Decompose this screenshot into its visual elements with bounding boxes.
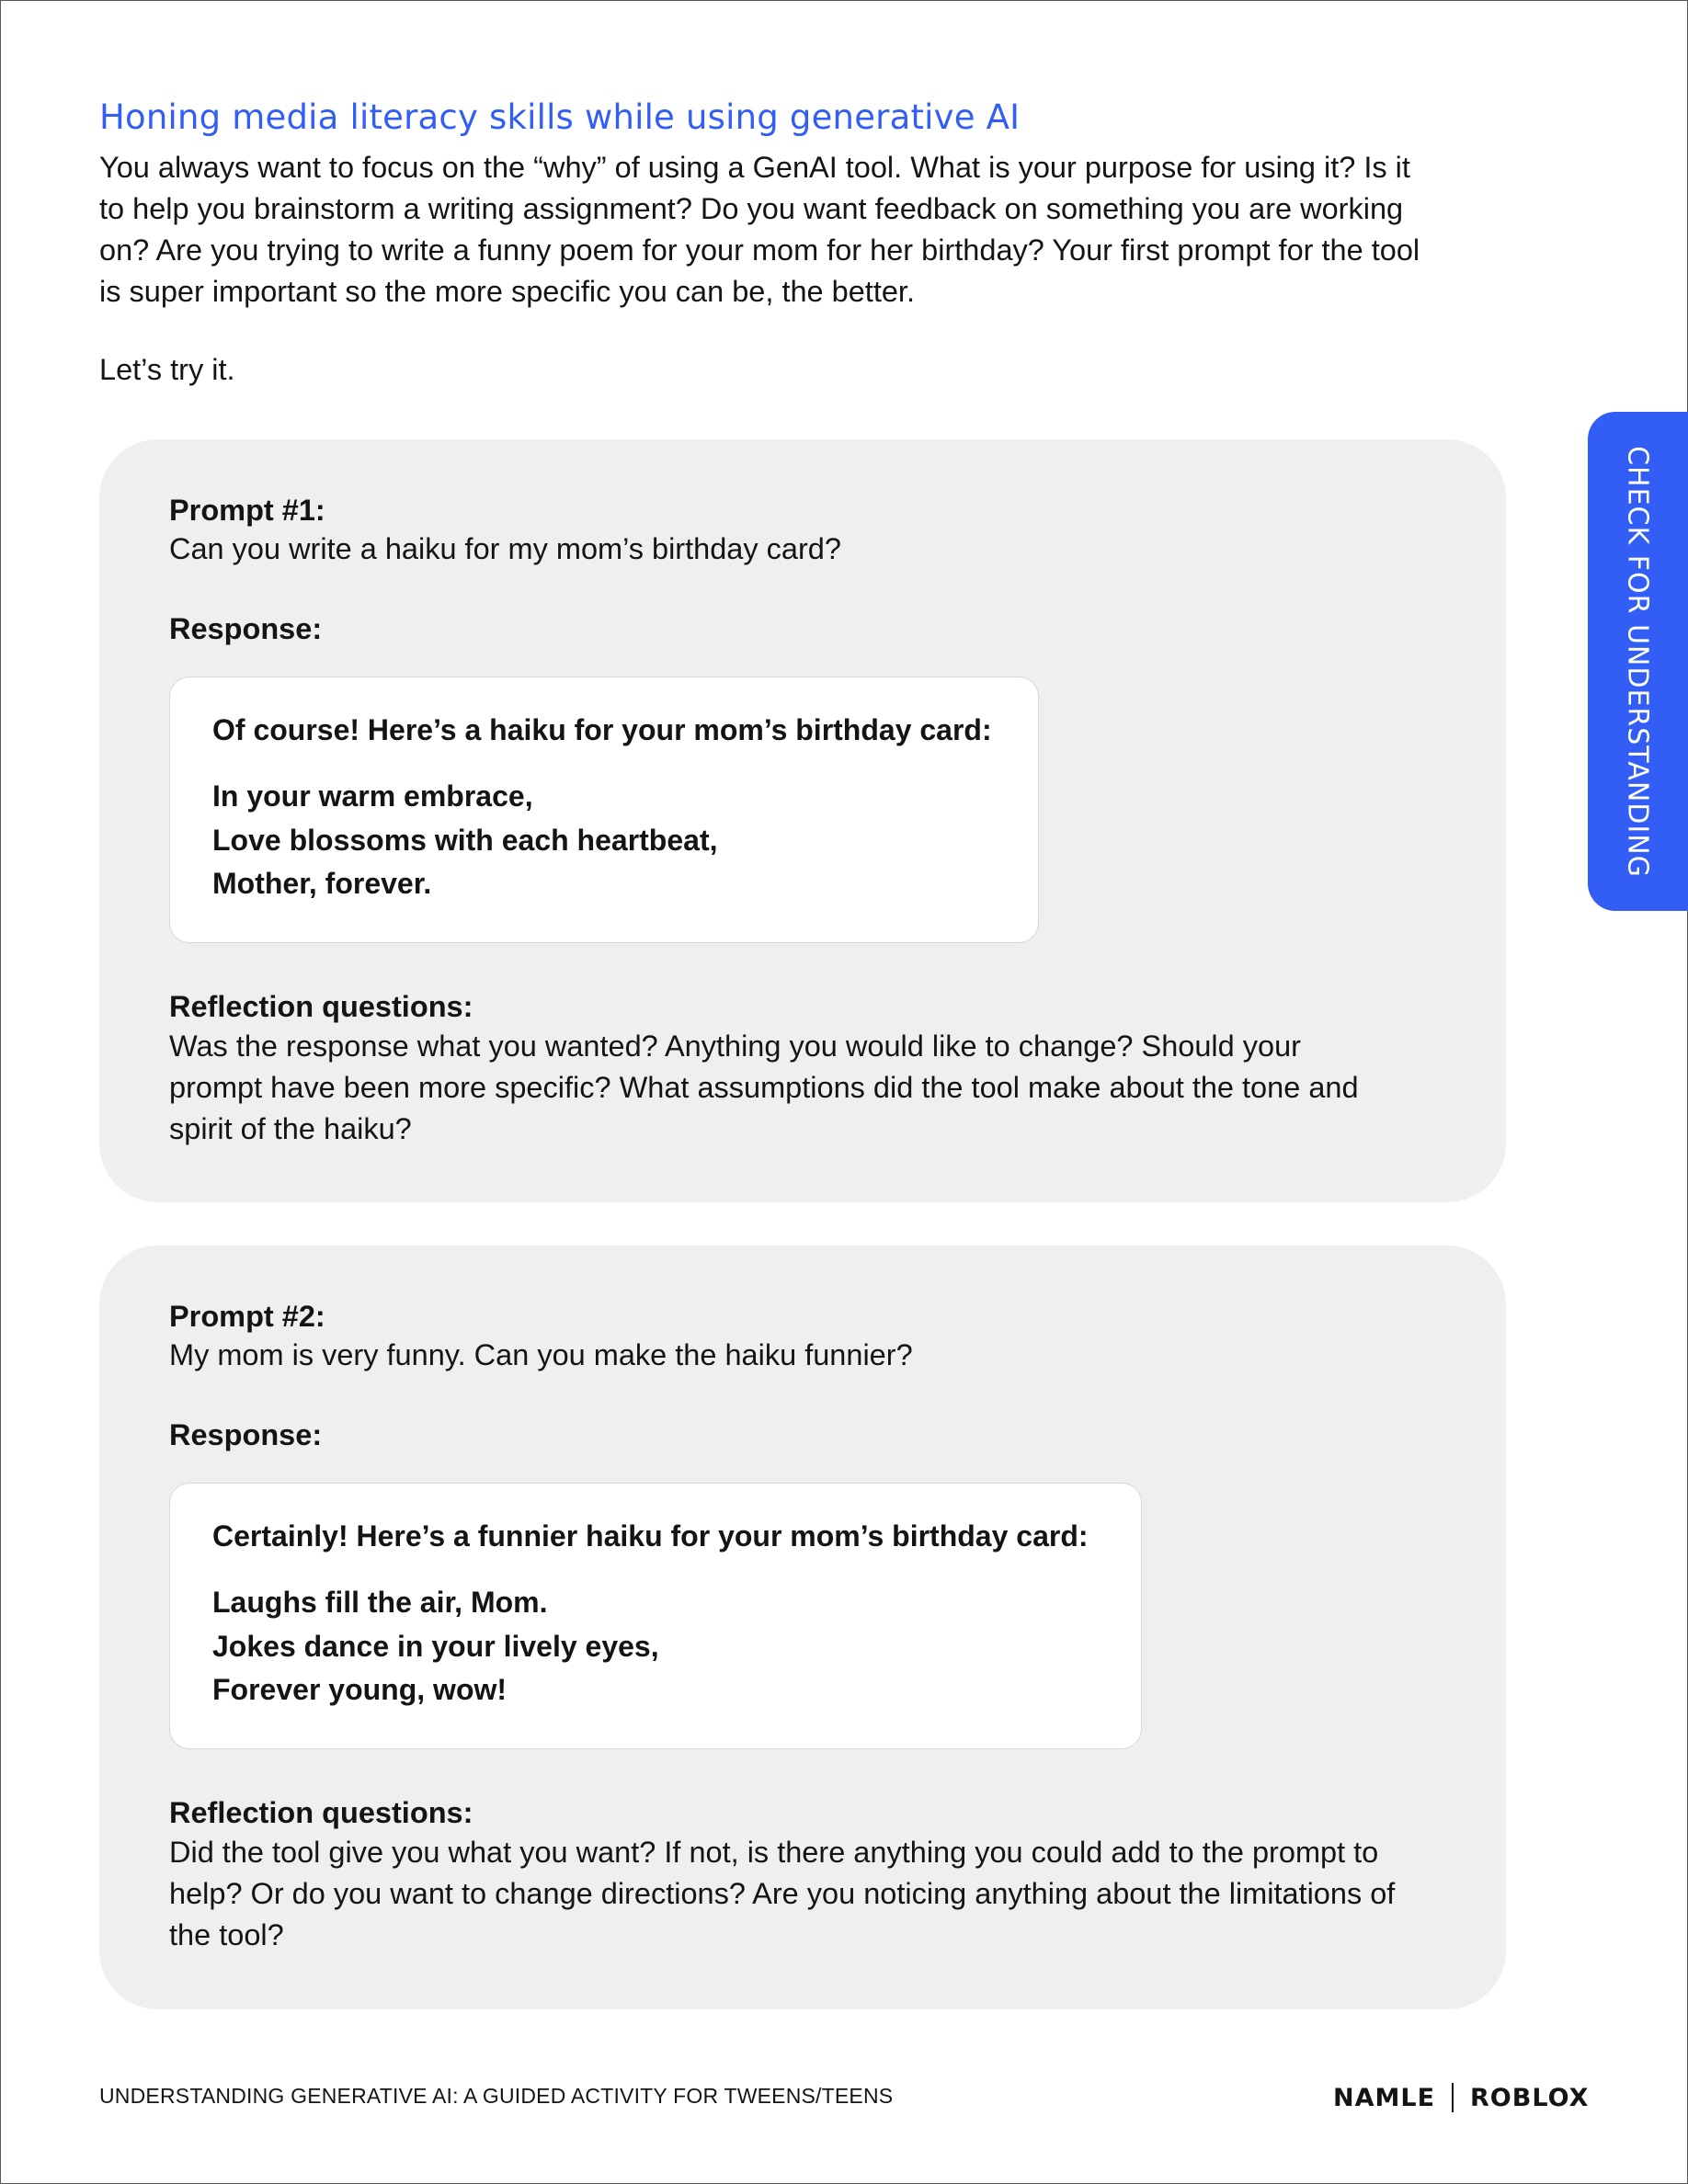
haiku-line: Love blossoms with each heartbeat, [212, 823, 718, 857]
reflection-label: Reflection questions: [169, 1796, 473, 1829]
response-intro: Certainly! Here’s a funnier haiku for your mom’s birthday card: [212, 1519, 1089, 1553]
haiku-line: Forever young, wow! [212, 1673, 508, 1706]
try-it-text: Let’s try it. [99, 353, 235, 386]
roblox-logo: ROBLOX [1470, 2083, 1590, 2112]
reflection-text: Did the tool give you what you want? If not, is there anything you could add to the prompt to help? Or do you want to change directions? Are you noticing anything about the limitations of the tool? [169, 1836, 1396, 1951]
response-label: Response: [169, 612, 323, 645]
intro-paragraph: You always want to focus on the “why” of using a GenAI tool. What is your purpose for using it? Is it to help you brainstorm a writing assignment? Do you want feedback on something you are working on? Are you trying to write a funny poem for your mom for her birthday? Your first prompt for the tool is super important so the more specific you can be, the better. [99, 151, 1420, 308]
footer-logos [1333, 2079, 1589, 2116]
prompt-label: Prompt #1: [169, 494, 325, 527]
logo-divider [1452, 2083, 1454, 2112]
haiku-line: Jokes dance in your lively eyes, [212, 1629, 659, 1663]
prompt-label: Prompt #2: [169, 1300, 325, 1333]
response-box [169, 677, 1039, 943]
haiku [212, 1581, 659, 1712]
page-title: Honing media literacy skills while using generative AI [99, 97, 1021, 137]
haiku-line: Laughs fill the air, Mom. [212, 1586, 548, 1619]
response-label: Response: [169, 1418, 323, 1451]
side-tab-label: CHECK FOR UNDERSTANDING [1621, 446, 1654, 878]
prompt-text: Can you write a haiku for my mom’s birthday card? [169, 532, 841, 565]
prompt-card-1 [99, 439, 1506, 1202]
namle-logo: NAMLE [1333, 2083, 1436, 2112]
prompt-text: My mom is very funny. Can you make the haiku funnier? [169, 1338, 913, 1371]
reflection-text: Was the response what you wanted? Anything you would like to change? Should your prompt have been more specific? What assumptions did the tool make about the tone and spirit of the haiku? [169, 1029, 1359, 1145]
response-box [169, 1483, 1142, 1749]
response-intro: Of course! Here’s a haiku for your mom’s birthday card: [212, 713, 992, 746]
reflection-label: Reflection questions: [169, 990, 473, 1023]
check-for-understanding-tab [1588, 412, 1688, 911]
prompt-card-2 [99, 1246, 1506, 2009]
haiku-line: In your warm embrace, [212, 779, 533, 813]
haiku [212, 775, 717, 906]
footer-title: UNDERSTANDING GENERATIVE AI: A GUIDED ACTIVITY FOR TWEENS/TEENS [99, 2084, 894, 2108]
haiku-line: Mother, forever. [212, 867, 432, 900]
